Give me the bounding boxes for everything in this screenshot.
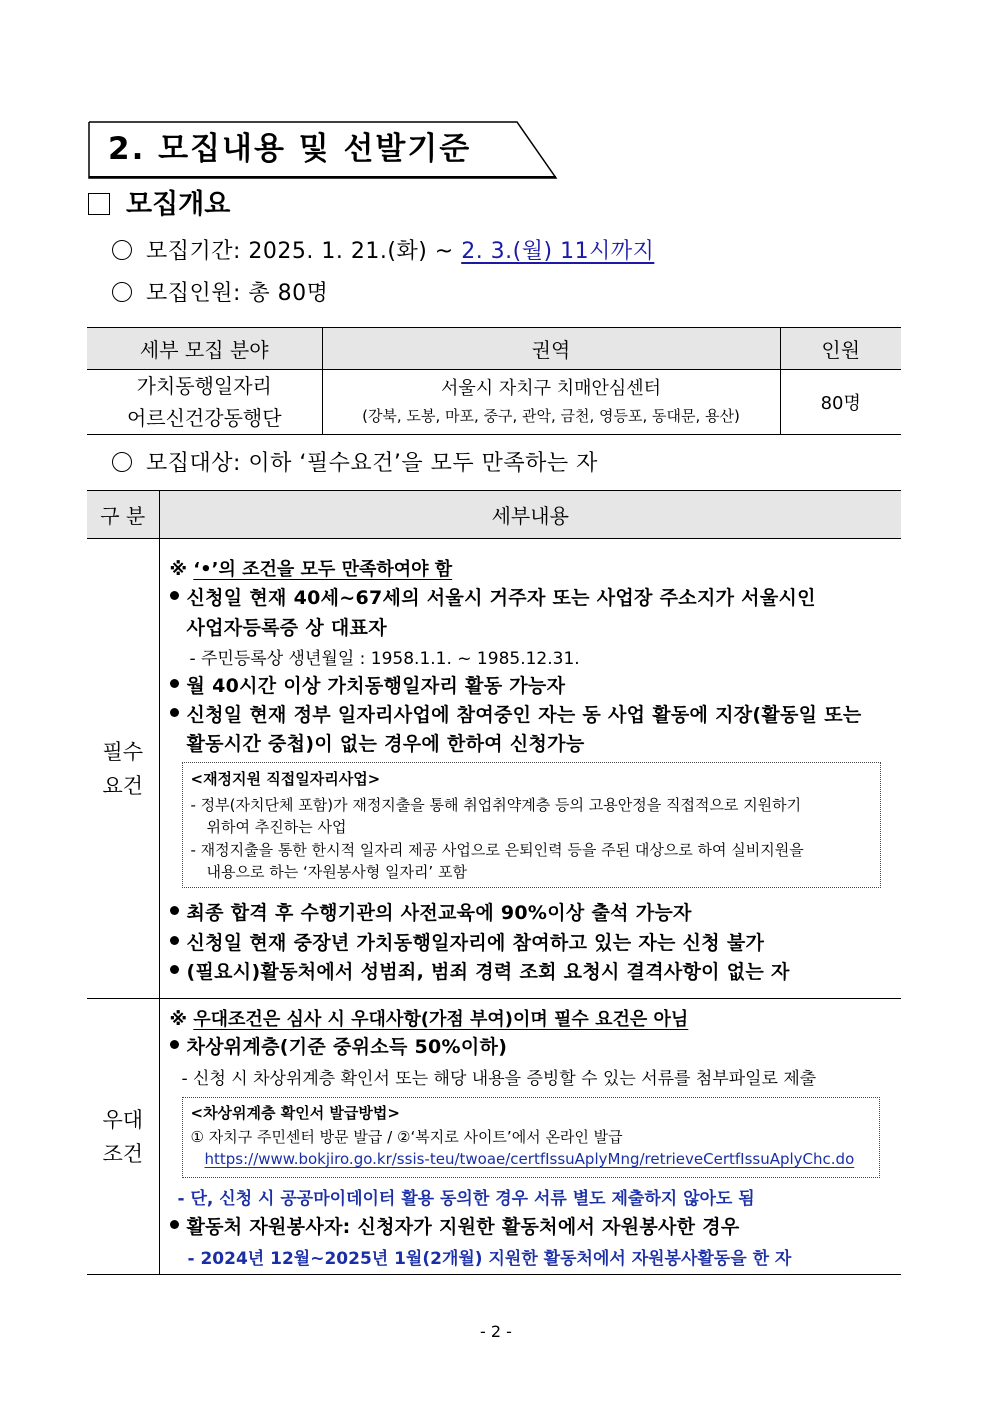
preferred-b1-sub: - 신청 시 차상위계층 확인서 또는 해당 내용을 증빙할 수 있는 서류를 첨부파일로 제출 — [181, 1069, 817, 1089]
required-b1-line1: 신청일 현재 40세~67세의 서울시 거주자 또는 사업장 주소지가 서울시인 — [186, 587, 816, 609]
required-note — [170, 555, 453, 581]
note-mark: ※ — [169, 1009, 194, 1030]
bullet-dot-icon — [170, 965, 179, 974]
region-line1: 서울시 자치구 치매안심센터 — [440, 378, 662, 399]
preferred-b1: 차상위계층(기준 중위소득 50%이하) — [186, 1036, 508, 1058]
list-item — [170, 1212, 740, 1239]
required-b5: 신청일 현재 중장년 가치동행일자리에 참여하고 있는 자는 신청 불가 — [186, 932, 765, 954]
recruit-period — [112, 236, 654, 268]
list-item — [170, 700, 862, 727]
header-region: 권역 — [322, 328, 780, 370]
required-b1-sub: - 주민등록상 생년월일 : 1958.1.1. ~ 1985.12.31. — [189, 649, 580, 669]
required-b3-line2: 활동시간 중첩)이 없는 경우에 한하여 신청가능 — [186, 733, 585, 755]
bullet-dot-icon — [170, 1220, 179, 1229]
field-line1: 가치동행일자리 — [136, 374, 272, 398]
overview-heading-text: 모집개요 — [126, 189, 231, 220]
box-line: 내용으로 하는 ‘자원봉사형 일자리’ 포함 — [206, 863, 467, 881]
required-label — [87, 539, 159, 999]
list-item — [170, 957, 790, 984]
list-item — [170, 583, 816, 610]
box-line: ① 자치구 주민센터 방문 발급 / ②‘복지로 사이트’에서 온라인 발급 — [190, 1128, 623, 1146]
section-title-box — [88, 121, 558, 179]
table-header-row — [87, 328, 901, 370]
region-line2: (강북, 도봉, 마포, 중구, 관악, 금천, 영등포, 동대문, 용산) — [362, 407, 740, 425]
count-cell: 80명 — [780, 370, 901, 435]
recruit-headcount-text: 모집인원: 총 80명 — [146, 281, 329, 306]
bullet-dot-icon — [170, 906, 179, 915]
note-mark: ※ — [169, 559, 194, 580]
direct-job-info-box — [182, 762, 881, 888]
box-line: - 재정지출을 통한 한시적 일자리 제공 사업으로 은퇴인력 등을 주된 대상으로 하여 실비지원을 — [190, 841, 804, 859]
bullet-dot-icon — [170, 936, 179, 945]
required-b6: (필요시)활동처에서 성범죄, 범죄 경력 조회 요청시 결격사항이 없는 자 — [186, 961, 790, 983]
circle-bullet-icon — [112, 452, 132, 472]
header-field: 세부 모집 분야 — [87, 328, 322, 370]
box-title: <재정지원 직접일자리사업> — [190, 770, 381, 788]
preferred-note — [170, 1005, 689, 1031]
circle-bullet-icon — [112, 282, 132, 302]
box-line: 위하여 추진하는 사업 — [206, 818, 347, 836]
low-income-certificate-box — [182, 1097, 880, 1178]
bullet-dot-icon — [170, 1040, 179, 1049]
required-b1-line2: 사업자등록증 상 대표자 — [186, 617, 387, 639]
required-b2: 월 40시간 이상 가치동행일자리 활동 가능자 — [186, 675, 566, 697]
bullet-dot-icon — [170, 708, 179, 717]
preferred-blue-note2: - 2024년 12월~2025년 1월(2개월) 지원한 활동처에서 자원봉사활동을 한 자 — [187, 1249, 792, 1269]
box-title: <차상위계층 확인서 발급방법> — [190, 1104, 400, 1122]
recruit-headcount — [112, 278, 328, 310]
field-cell — [87, 370, 322, 435]
recruit-target — [112, 448, 598, 480]
recruit-period-label: 모집기간: 2025. 1. 21.(화) ~ — [146, 239, 462, 264]
table-header-row — [87, 491, 901, 539]
overview-heading — [88, 187, 230, 223]
header-category: 구 분 — [87, 491, 159, 539]
table-row — [87, 370, 901, 435]
box-line: - 정부(자치단체 포함)가 재정지출을 통해 취업취약계층 등의 고용안정을 직접적으로 지원하기 — [190, 796, 802, 814]
bullet-dot-icon — [170, 591, 179, 600]
list-item — [170, 671, 566, 698]
page-number: - 2 - — [480, 1322, 512, 1341]
required-b3-line1: 신청일 현재 정부 일자리사업에 참여중인 자는 동 사업 활동에 지장(활동일 또는 — [186, 704, 862, 726]
table-row-preferred — [87, 999, 901, 1275]
recruit-field-table — [87, 327, 901, 435]
preferred-blue-note1: - 단, 신청 시 공공마이데이터 활용 동의한 경우 서류 별도 제출하지 않아도 됨 — [177, 1189, 755, 1209]
region-cell — [322, 370, 780, 435]
required-label-line1: 필수 — [102, 739, 144, 764]
header-details: 세부내용 — [159, 491, 901, 539]
circle-bullet-icon — [112, 240, 132, 260]
requirements-table — [87, 490, 901, 1275]
preferred-label — [87, 999, 159, 1275]
preferred-label-line2: 조건 — [102, 1141, 144, 1166]
preferred-b2: 활동처 자원봉사자: 신청자가 지원한 활동처에서 자원봉사한 경우 — [186, 1216, 740, 1238]
preferred-label-line1: 우대 — [102, 1107, 144, 1132]
bullet-dot-icon — [170, 679, 179, 688]
required-b4: 최종 합격 후 수행기관의 사전교육에 90%이상 출석 가능자 — [186, 902, 692, 924]
list-item — [170, 1032, 508, 1059]
bokjiro-url-link[interactable]: https://www.bokjiro.go.kr/ssis-teu/twoae/certfIssuAplyMng/retrieveCertfIssuAplyChc.do — [204, 1150, 855, 1168]
preferred-note-text: 우대조건은 심사 시 우대사항(가점 부여)이며 필수 요건은 아님 — [193, 1009, 689, 1030]
recruit-target-text: 모집대상: 이하 ‘필수요건’을 모두 만족하는 자 — [146, 451, 598, 476]
section-title: 2. 모집내용 및 선발기준 — [108, 131, 472, 167]
field-line2: 어르신건강동행단 — [126, 406, 282, 430]
required-details — [159, 539, 901, 999]
preferred-details — [159, 999, 901, 1275]
checkbox-square-icon — [88, 193, 110, 215]
required-note-text: ‘•’의 조건을 모두 만족하여야 함 — [193, 559, 453, 580]
required-label-line2: 요건 — [102, 773, 144, 798]
recruit-period-end: 2. 3.(월) 11시까지 — [461, 239, 655, 264]
list-item — [170, 928, 765, 955]
header-count: 인원 — [780, 328, 901, 370]
list-item — [170, 898, 692, 925]
table-row-required — [87, 539, 901, 999]
